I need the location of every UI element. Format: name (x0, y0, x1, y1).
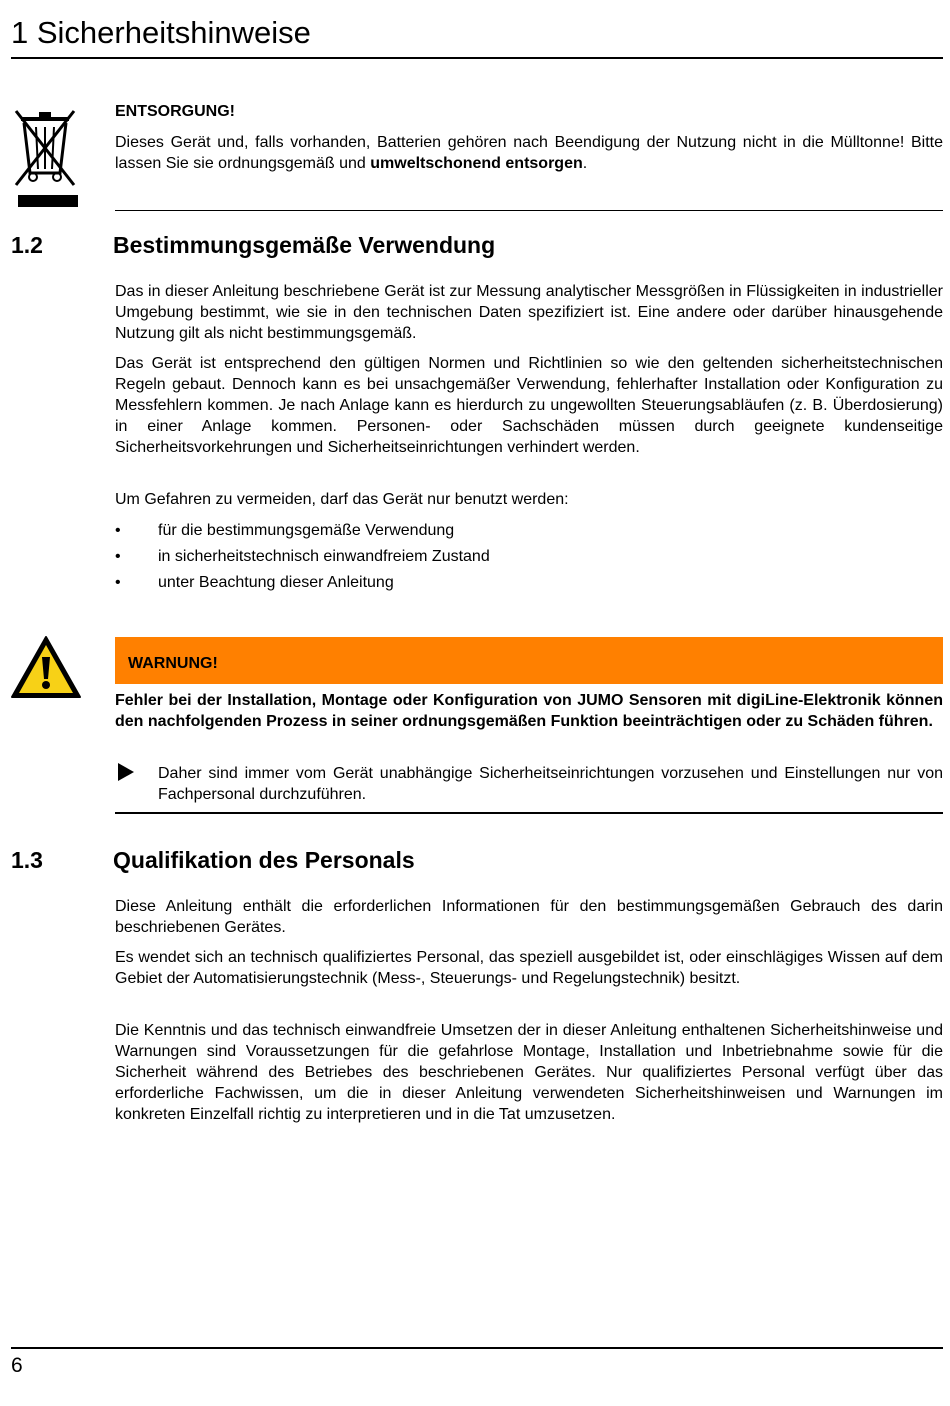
warning-action (158, 763, 943, 805)
section-1-3-paragraph (115, 1020, 943, 1125)
section-1-2-paragraph (115, 353, 943, 458)
section-1-2-number: 1.2 (11, 232, 43, 258)
section-1-3-paragraph (115, 947, 943, 989)
section-1-3-paragraph (115, 896, 943, 938)
disposal-text-main: Dieses Gerät und, falls vorhanden, Batterien gehören nach Beendigung der Nutzung nicht in die Mülltonne! Bitte lassen Sie sie ordnungsgemäß und (115, 134, 943, 172)
weee-crossed-bin-icon (12, 107, 80, 208)
warning-banner (115, 637, 943, 684)
bullet-icon: • (115, 522, 121, 539)
section-1-2-paragraph (115, 281, 943, 344)
disposal-divider (115, 210, 943, 211)
bullet-icon: • (115, 548, 121, 565)
usage-conditions-intro: Um Gefahren zu vermeiden, darf das Gerät nur benutzt werden: (115, 491, 569, 508)
chapter-title: 1 Sicherheitshinweise (11, 15, 311, 50)
warning-action-text: Daher sind immer vom Gerät unabhängige Sicherheitseinrichtungen vorzusehen und Einstellungen nur von Fachpersonal durchzuführen. (158, 765, 943, 803)
section-1-3-title: Qualifikation des Personals (113, 847, 415, 873)
section-1-3-number: 1.3 (11, 847, 43, 873)
manual-scope-text: Diese Anleitung enthält die erforderlichen Informationen für den bestimmungsgemäßen Gebrauch des darin beschriebenen Gerätes. (115, 898, 943, 936)
standards-text: Das Gerät ist entsprechend den gültigen Normen und Richtlinien so wie den geltenden sicherheitstechnischen Regeln gebaut. Dennoch kann es bei unsachgemäßer Verwendung, fehlerhafter Installation oder Konfiguration zu Messfehlern kommen. Je nach Anlage kann es hierdurch zu ungewollten Steuerungsabläufen (z. B. Überdosierung) in einer Anlage kommen. Personen- oder Sachschäden müssen durch geeignete kundenseitige Sicherheitsvorkehrungen und Sicherheitseinrichtungen verhindert werden. (115, 355, 943, 456)
list-item (115, 520, 943, 542)
intended-use-text: Das in dieser Anleitung beschriebene Gerät ist zur Messung analytischer Messgrößen in Flüssigkeiten in industrieller Umgebung bestimmt, wie sie in den technischen Daten spezifiziert ist. Eine andere oder darüber hinausgehende Nutzung gilt als nicht bestimmungsgemäß. (115, 283, 943, 342)
warning-message (115, 690, 943, 732)
disposal-text-end: . (582, 155, 588, 172)
warning-bottom-rule (115, 812, 943, 814)
disposal-text-emphasis: umweltschonend entsorgen (370, 155, 583, 172)
page-number: 6 (11, 1354, 23, 1377)
bullet-icon: • (115, 574, 121, 591)
disposal-text (115, 132, 943, 174)
list-item (115, 572, 943, 594)
warning-label: WARNUNG! (128, 655, 218, 672)
warning-triangle-icon (10, 634, 82, 700)
list-item-text: in sicherheitstechnisch einwandfreiem Zustand (158, 548, 490, 565)
footer-rule (11, 1347, 943, 1349)
warning-message-text: Fehler bei der Installation, Montage oder Konfiguration von JUMO Sensoren mit digiLine-Elektronik können den nachfolgenden Prozess in seiner ordnungsgemäßen Funktion beeinträchtigen oder zu Schäden führen. (115, 692, 943, 730)
list-item-text: unter Beachtung dieser Anleitung (158, 574, 394, 591)
list-item-text: für die bestimmungsgemäße Verwendung (158, 522, 455, 539)
list-item (115, 546, 943, 568)
qualification-requirements-text: Die Kenntnis und das technisch einwandfreie Umsetzen der in dieser Anleitung enthaltenen Sicherheitshinweise und Warnungen sind Voraussetzungen für die gefahrlose Montage, Installation und Inbetriebnahme sowie für die Sicherheit während des Betriebes des beschriebenen Gerätes. Nur qualifiziertes Personal verfügt über das erforderliche Fachwissen, um die in dieser Anleitung verwendeten Sicherheitshinweisen und Warnungen im konkreten Einzelfall richtig zu interpretieren und in die Tat umzusetzen. (115, 1022, 943, 1123)
section-1-2-title: Bestimmungsgemäße Verwendung (113, 232, 496, 258)
header-rule (11, 57, 943, 59)
target-audience-text: Es wendet sich an technisch qualifiziertes Personal, das speziell ausgebildet ist, oder einschlägiges Wissen auf dem Gebiet der Automatisierungstechnik (Mess-, Steuerungs- und Regelungstechnik) besitzt. (115, 949, 943, 987)
disposal-heading: ENTSORGUNG! (115, 103, 235, 120)
action-arrow-icon (117, 762, 135, 782)
section-1-2-paragraph (115, 489, 943, 510)
